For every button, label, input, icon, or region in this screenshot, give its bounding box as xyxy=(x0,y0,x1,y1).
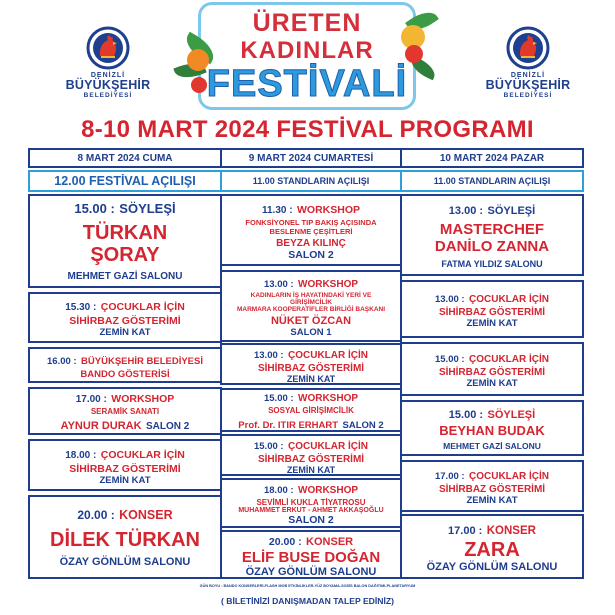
event-tag: BÜYÜKŞEHİR BELEDİYESİ xyxy=(81,355,203,367)
event-place: FATMA YILDIZ SALONU xyxy=(441,259,543,269)
day-column xyxy=(28,148,222,568)
event-card xyxy=(220,194,402,266)
event-place: SALON 1 xyxy=(290,327,332,338)
event-time: 13.00 : xyxy=(253,349,284,361)
event-tag: KONSER xyxy=(119,508,173,522)
event-tag: WORKSHOP xyxy=(298,392,359,404)
festival-badge xyxy=(198,2,416,110)
event-card xyxy=(400,460,584,512)
municipality-logo-right xyxy=(458,26,598,112)
event-tag: SÖYLEŞİ xyxy=(487,205,536,217)
event-card xyxy=(220,434,402,476)
footer-note: GÜN BOYU : BANDO KONSERLERİ-FLASH MOB ETKİNLİKLER-YÜZ BOYAMA-SOSİS BALON DAĞITIMI-PLANETARYUM xyxy=(199,584,416,588)
event-tag-line2: BANDO GÖSTERİSİ xyxy=(80,368,170,380)
event-place: ZEMİN KAT xyxy=(466,318,518,329)
event-headliner: MASTERCHEF xyxy=(439,221,545,238)
event-tag: WORKSHOP xyxy=(297,203,361,216)
event-tag: WORKSHOP xyxy=(111,392,175,405)
event-time: 15.00 : xyxy=(74,201,115,216)
event-time: 20.00 : xyxy=(77,508,115,522)
event-place: ZEMİN KAT xyxy=(286,373,336,384)
event-place: ÖZAY GÖNLÜM SALONU xyxy=(245,565,377,578)
event-place: SALON 2 xyxy=(288,248,334,261)
footer-ticket-note: ( BİLETİNİZİ DANIŞMADAN TALEP EDİNİZ) xyxy=(221,596,394,606)
event-subtitle: GİRİŞİMCİLİK xyxy=(290,299,332,306)
event-card xyxy=(220,343,402,385)
event-card xyxy=(28,387,222,435)
event-place: MEHMET GAZİ SALONU xyxy=(443,441,541,451)
event-headliner: DİLEK TÜRKAN xyxy=(50,529,200,551)
event-card xyxy=(28,292,222,343)
event-headliner: ELİF BUSE DOĞAN xyxy=(241,548,381,566)
event-tag: ÇOCUKLAR İÇİN xyxy=(469,471,550,482)
event-tag: ÇOCUKLAR İÇİN xyxy=(288,440,369,452)
event-place: SALON 2 xyxy=(288,514,334,526)
event-headliner: BEYHAN BUDAK xyxy=(439,423,545,438)
event-person: AYNUR DURAK xyxy=(60,419,142,432)
event-subtitle: KADINLARIN İŞ HAYATINDAKİ YERİ VE xyxy=(250,292,372,299)
event-place: SALON 2 xyxy=(342,419,384,431)
event-subtitle: BESLENME ÇEŞİTLERİ xyxy=(269,226,353,236)
event-tag: WORKSHOP xyxy=(298,485,359,496)
event-card xyxy=(28,495,222,579)
event-headliner: ZARA xyxy=(464,538,520,561)
event-person: BEYZA KILINÇ xyxy=(276,237,346,249)
event-card xyxy=(400,342,584,396)
event-tag: KONSER xyxy=(486,524,536,537)
event-subtitle: SOSYAL GİRİŞİMCİLİK xyxy=(268,405,354,415)
event-time: 15.00 : xyxy=(253,440,284,452)
event-time: 13.00 : xyxy=(263,279,294,290)
event-place: ÖZAY GÖNLÜM SALONU xyxy=(426,560,558,573)
event-tag: KONSER xyxy=(306,535,354,548)
day-column xyxy=(400,148,584,573)
badge-line-3: FESTİVALİ xyxy=(206,63,408,105)
logo-name: BÜYÜKŞEHİR xyxy=(485,78,571,92)
event-headliner: DANİLO ZANNA xyxy=(434,238,550,255)
event-card xyxy=(28,194,222,288)
event-tag-line2: SİHİRBAZ GÖSTERİMİ xyxy=(438,367,546,378)
day-header: 10 MART 2024 PAZAR xyxy=(400,148,584,168)
event-place: ÖZAY GÖNLÜM SALONU xyxy=(59,556,191,568)
event-time: 15.00 : xyxy=(434,354,465,365)
event-tag-line2: SİHİRBAZ GÖSTERİMİ xyxy=(257,453,365,465)
logo-suffix: BELEDİYESİ xyxy=(503,92,553,99)
event-place: ZEMİN KAT xyxy=(99,474,151,486)
event-tag: ÇOCUKLAR İÇİN xyxy=(288,349,369,361)
day-header: 8 MART 2024 CUMA xyxy=(28,148,222,168)
event-subtitle: MARMARA KOOPERATİFLER BİRLİĞİ BAŞKANI xyxy=(236,306,386,313)
logo-city: DENİZLİ xyxy=(90,72,126,79)
event-person: NÜKET ÖZCAN xyxy=(270,315,352,327)
event-time: 11.30 : xyxy=(261,204,293,216)
event-person: Prof. Dr. ITIR ERHART xyxy=(238,419,339,431)
badge-line-1: ÜRETEN xyxy=(252,9,362,37)
logo-city: DENİZLİ xyxy=(510,72,546,79)
event-tag: WORKSHOP xyxy=(298,279,359,290)
opening-banner: 11.00 STANDLARIN AÇILIŞI xyxy=(220,170,402,192)
event-time: 15.00 : xyxy=(448,409,484,421)
day-header: 9 MART 2024 CUMARTESİ xyxy=(220,148,402,168)
event-headliner: ŞORAY xyxy=(90,244,160,266)
event-time: 17.00 : xyxy=(434,471,465,482)
event-time: 16.00 : xyxy=(47,355,77,367)
program-title: 8-10 MART 2024 FESTİVAL PROGRAMI xyxy=(81,116,534,143)
event-time: 15.30 : xyxy=(65,302,97,313)
event-place: ZEMİN KAT xyxy=(466,495,518,506)
opening-banner: 11.00 STANDLARIN AÇILIŞI xyxy=(400,170,584,192)
event-subtitle: SERAMİK SANATI xyxy=(90,406,160,416)
event-tag-line2: SİHİRBAZ GÖSTERİMİ xyxy=(438,484,546,495)
opening-banner: 12.00 FESTİVAL AÇILIŞI xyxy=(28,170,222,192)
event-tag-line2: SİHİRBAZ GÖSTERİMİ xyxy=(438,307,546,318)
badge-line-2: KADINLAR xyxy=(240,37,374,64)
event-tag: SÖYLEŞİ xyxy=(487,409,536,421)
event-card xyxy=(400,400,584,456)
event-time: 17.00 : xyxy=(448,524,483,537)
event-time: 15.00 : xyxy=(263,392,294,404)
event-card xyxy=(28,439,222,491)
logo-suffix: BELEDİYESİ xyxy=(83,92,133,99)
event-time: 20.00 : xyxy=(268,535,302,548)
event-tag: ÇOCUKLAR İÇİN xyxy=(469,354,550,365)
event-tag-line2: SİHİRBAZ GÖSTERİMİ xyxy=(257,362,365,374)
event-place: MEHMET GAZİ SALONU xyxy=(67,271,183,282)
logo-name: BÜYÜKŞEHİR xyxy=(65,78,151,92)
event-card xyxy=(220,478,402,528)
rooster-emblem-icon xyxy=(506,26,550,70)
event-place: ZEMİN KAT xyxy=(99,327,151,338)
event-time: 13.00 : xyxy=(448,205,484,217)
event-card xyxy=(220,388,402,432)
event-card xyxy=(220,530,402,579)
event-card xyxy=(400,194,584,276)
event-time: 17.00 : xyxy=(75,393,107,405)
event-headliner: TÜRKAN xyxy=(82,222,168,244)
event-place: ZEMİN KAT xyxy=(286,464,336,475)
event-time: 13.00 : xyxy=(434,294,465,305)
event-tag-line2: SİHİRBAZ GÖSTERİMİ xyxy=(69,462,181,475)
event-tag: ÇOCUKLAR İÇİN xyxy=(100,448,185,461)
event-tag: ÇOCUKLAR İÇİN xyxy=(469,294,550,305)
event-tag-line2: SİHİRBAZ GÖSTERİMİ xyxy=(69,315,181,327)
event-tag: ÇOCUKLAR İÇİN xyxy=(100,301,185,313)
event-subtitle: SEVİMLİ KUKLA TİYATROSU xyxy=(256,498,366,507)
event-place: SALON 2 xyxy=(146,420,190,432)
municipality-logo-left xyxy=(38,26,178,112)
event-place: ZEMİN KAT xyxy=(466,378,518,389)
event-time: 18.00 : xyxy=(263,485,294,496)
event-subtitle: FONKSİYONEL TIP BAKIŞ AÇISINDA xyxy=(245,217,377,227)
rooster-emblem-icon xyxy=(86,26,130,70)
event-card xyxy=(400,514,584,579)
event-card xyxy=(400,280,584,338)
event-card xyxy=(28,347,222,383)
day-column xyxy=(220,148,402,578)
event-card xyxy=(220,270,402,342)
event-time: 18.00 : xyxy=(65,449,97,461)
event-subtitle: MUHAMMET ERKUT - AHMET AKKAŞOĞLU xyxy=(238,507,384,514)
event-tag: SÖYLEŞİ xyxy=(119,201,176,216)
